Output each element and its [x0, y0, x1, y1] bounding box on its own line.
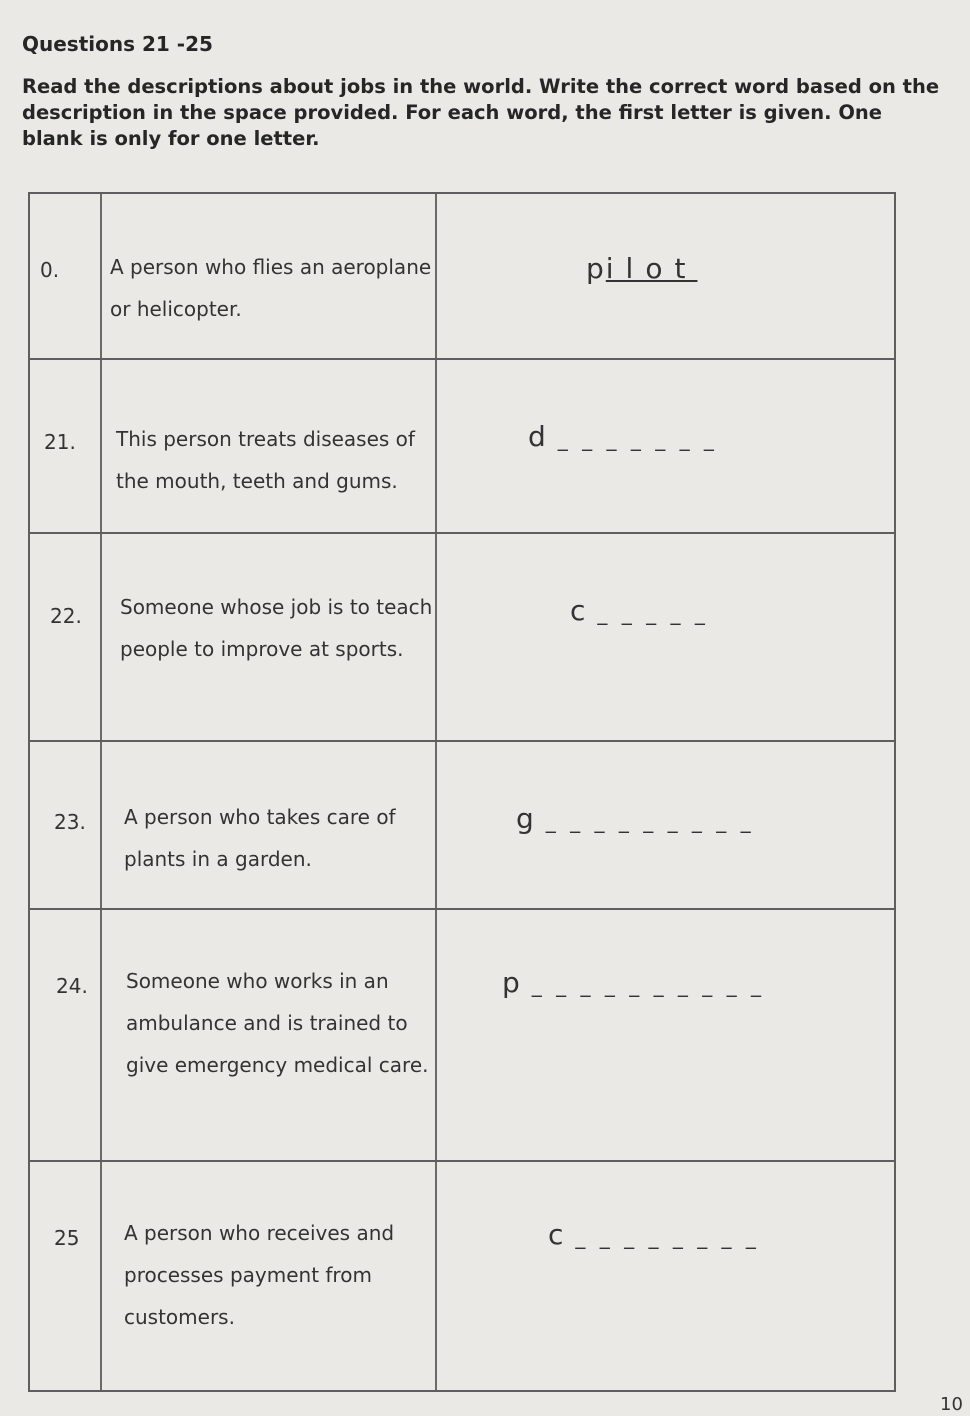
- question-number: 21.: [44, 430, 76, 454]
- example-answer: [586, 252, 697, 285]
- section-heading: Questions 21 -25: [22, 32, 213, 56]
- table-row: [30, 1162, 894, 1392]
- instructions-text: Read the descriptions about jobs in the world. Write the correct word based on the description in the space provided. For each word, the first letter is given. One blank is only for one letter.: [22, 75, 940, 150]
- answer-blank-field[interactable]: [570, 594, 709, 627]
- question-description: Someone who works in an ambulance and is trained to give emergency medical care.: [126, 969, 429, 1077]
- question-number: 0.: [40, 258, 60, 282]
- question-number: 22.: [50, 604, 82, 628]
- answer-blanks[interactable]: _ _ _ _ _ _ _ _ _ _: [531, 973, 765, 997]
- example-answer-letters: ilot: [605, 252, 698, 285]
- answer-blank-field[interactable]: [528, 420, 718, 453]
- answer-first-letter: d: [528, 420, 548, 453]
- question-description: Someone whose job is to teach people to improve at sports.: [120, 595, 433, 661]
- table-row: [30, 742, 894, 908]
- answer-first-letter: p: [586, 252, 606, 285]
- table-row: [30, 194, 894, 358]
- answer-blanks[interactable]: _ _ _ _ _ _ _: [557, 427, 718, 451]
- answer-blank-field[interactable]: [548, 1218, 760, 1251]
- question-number: 23.: [54, 810, 86, 834]
- question-description: A person who flies an aeroplane or helicopter.: [110, 255, 432, 321]
- table-row: [30, 360, 894, 532]
- table-row: [30, 534, 894, 740]
- answer-first-letter: g: [516, 802, 536, 835]
- answer-first-letter: p: [502, 966, 522, 999]
- answer-blanks[interactable]: _ _ _ _ _ _ _ _: [575, 1225, 760, 1249]
- answer-first-letter: c: [548, 1218, 566, 1251]
- page-number: 10: [940, 1394, 963, 1415]
- answer-blank-field[interactable]: [502, 966, 765, 999]
- answer-blanks[interactable]: _ _ _ _ _ _ _ _ _: [545, 809, 755, 833]
- question-description: A person who receives and processes payment from customers.: [124, 1221, 395, 1329]
- question-description: A person who takes care of plants in a garden.: [124, 805, 396, 871]
- answer-table: [28, 192, 896, 1392]
- question-number: 25: [54, 1226, 80, 1250]
- question-description: This person treats diseases of the mouth, teeth and gums.: [116, 427, 415, 493]
- question-number: 24.: [56, 974, 88, 998]
- table-row: [30, 910, 894, 1160]
- answer-blank-field[interactable]: [516, 802, 755, 835]
- answer-blanks[interactable]: _ _ _ _ _: [597, 601, 709, 625]
- answer-first-letter: c: [570, 594, 588, 627]
